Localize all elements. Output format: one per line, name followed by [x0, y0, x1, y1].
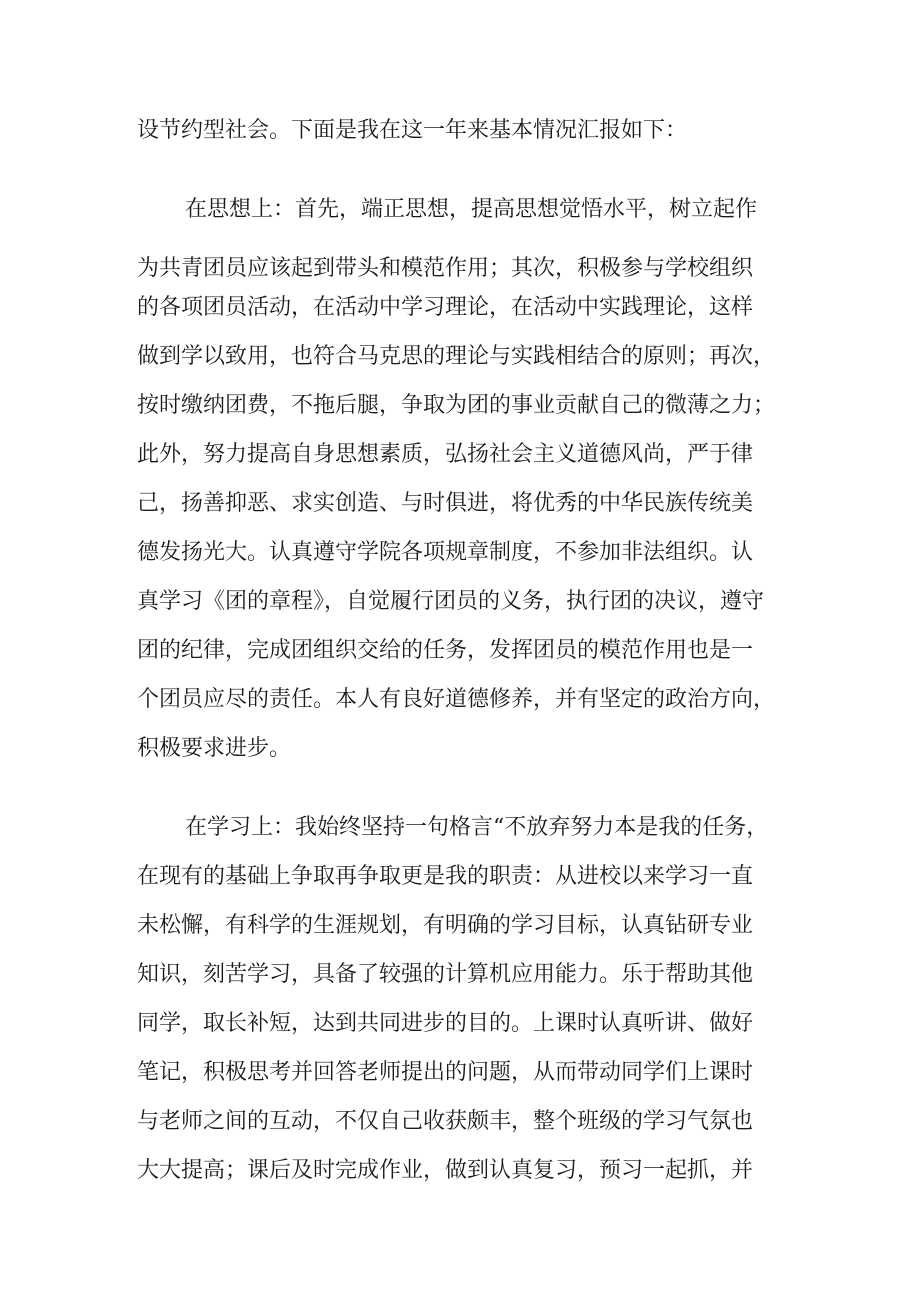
paragraph-thought-first-line: 在思想上：首先，端正思想，提高思想觉悟水平，树立起作 [185, 197, 758, 222]
text-line: 己，扬善抑恶、求实创造、与时俱进，将优秀的中华民族传统美 [137, 491, 754, 516]
text-line: 德发扬光大。认真遵守学院各项规章制度，不参加非法组织。认 [137, 540, 754, 565]
text-line: 与老师之间的互动，不仅自己收获颇丰，整个班级的学习气氛也 [137, 1109, 754, 1134]
text-line: 此外，努力提高自身思想素质，弘扬社会主义道德风尚，严于律 [137, 442, 754, 467]
text-line: 的各项团员活动，在活动中学习理论，在活动中实践理论，这样 [137, 295, 754, 320]
text-line: 为共青团员应该起到带头和模范作用；其次，积极参与学校组织 [137, 256, 754, 281]
paragraph-study-first-line: 在学习上：我始终坚持一句格言“不放弃努力本是我的任务， [185, 815, 769, 840]
text-line: 大大提高；课后及时完成作业，做到认真复习，预习一起抓，并 [137, 1158, 754, 1183]
text-line: 团的纪律，完成团组织交给的任务，发挥团员的模范作用也是一 [137, 638, 754, 663]
text-line: 知识，刻苦学习，具备了较强的计算机应用能力。乐于帮助其他 [137, 962, 754, 987]
text-line-intro: 设节约型社会。下面是我在这一年来基本情况汇报如下： [137, 118, 688, 143]
text-line: 同学，取长补短，达到共同进步的目的。上课时认真听讲、做好 [137, 1011, 754, 1036]
text-line: 按时缴纳团费，不拖后腿，争取为团的事业贡献自己的微薄之力； [137, 393, 776, 418]
text-line: 做到学以致用，也符合马克思的理论与实践相结合的原则；再次， [137, 344, 776, 369]
text-line: 笔记，积极思考并回答老师提出的问题，从而带动同学们上课时 [137, 1060, 754, 1085]
text-line: 未松懈，有科学的生涯规划，有明确的学习目标，认真钻研专业 [137, 913, 754, 938]
text-line: 在现有的基础上争取再争取更是我的职责：从进校以来学习一直 [137, 864, 754, 889]
text-line: 真学习《团的章程》，自觉履行团员的义务，执行团的决议，遵守 [137, 589, 765, 614]
text-line: 个团员应尽的责任。本人有良好道德修养，并有坚定的政治方向， [137, 687, 776, 712]
text-line: 积极要求进步。 [137, 736, 292, 761]
